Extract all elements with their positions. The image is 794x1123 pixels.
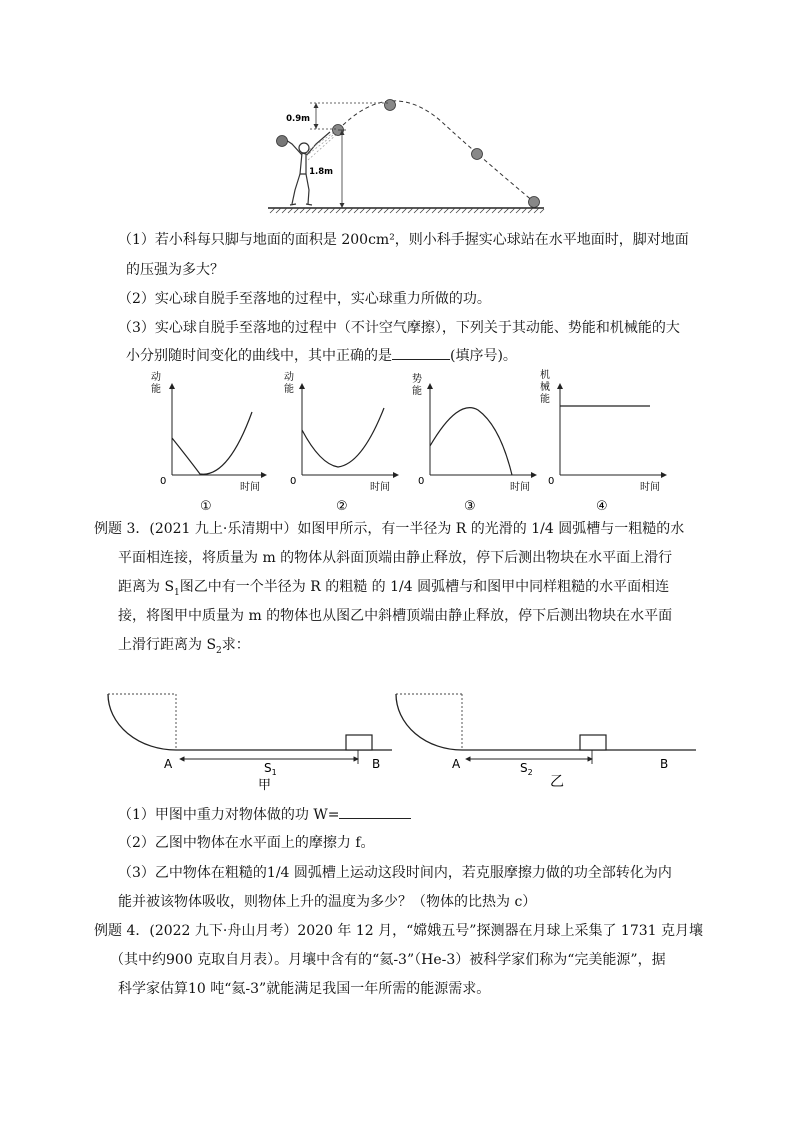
answer-blank-w[interactable] [339, 818, 411, 819]
graph-2-xlabel: 时间 [370, 482, 390, 493]
block-yi [580, 735, 606, 750]
caption-yi: 乙 [550, 774, 564, 790]
label-B-jia: B [372, 757, 381, 771]
ex4-line-2: （其中约900 克取自月表）。月壤中含有的“氦-3”（He-3）被科学家们称为“完美能源”，据 [110, 952, 666, 968]
graph-4 [540, 368, 666, 514]
graph-1-ylabel-a: 动 [151, 372, 161, 383]
ball-landing [529, 197, 540, 208]
label-S1-sub: 1 [271, 768, 277, 777]
q1-line-4: （3）实心球自脱手至落地的过程中（不计空气摩擦），下列关于其动能、势能和机械能的大 [118, 320, 680, 336]
block-jia [346, 735, 372, 750]
ex3-sub-1: 1 [174, 587, 180, 598]
label-B-yi: B [660, 757, 669, 771]
graph-2-origin: 0 [290, 476, 297, 487]
ex3-q1-text: （1）甲图中重力对物体做的功 W= [118, 807, 340, 823]
graph-3-ylabel-b: 能 [412, 386, 422, 397]
graph-1-number: ① [200, 499, 212, 514]
graph-2 [284, 370, 398, 514]
graph-3-curve [430, 408, 512, 475]
ex3-sub-2: 2 [216, 645, 222, 656]
graph-3-number: ③ [464, 499, 476, 514]
graph-1-curve [172, 412, 252, 474]
figure-yi [396, 694, 696, 790]
graph-2-ylabel-a: 动 [284, 372, 294, 383]
graph-1-ylabel-b: 能 [151, 384, 161, 395]
figure-jia [108, 694, 392, 793]
graph-2-number: ② [336, 499, 348, 514]
graph-2-ylabel-b: 能 [284, 384, 294, 395]
q1-line-5-text: 小分别随时间变化的曲线中，其中正确的是 [126, 348, 392, 364]
ex3-line-4: 接，将图甲中质量为 m 的物体也从图乙中斜槽顶端由静止释放，停下后测出物块在水平面 [118, 608, 673, 624]
answer-blank-q3[interactable] [392, 359, 450, 360]
label-S2 [520, 761, 533, 777]
label-A-yi: A [452, 757, 461, 771]
q1-line-5 [126, 347, 517, 365]
ex3-q2: （2）乙图中物体在水平面上的摩擦力 f。 [118, 835, 375, 851]
graphs-row [148, 368, 688, 516]
ex3-q3-line-2: 能并被该物体吸收，则物体上升的温度为多少？（物体的比热为 c） [118, 894, 537, 910]
graph-4-ylabel-b: 械 [540, 382, 550, 393]
graph-1 [151, 370, 266, 514]
ball-descending [472, 149, 483, 160]
ex3-line-2: 平面相连接，将质量为 m 的物体从斜面顶端由静止释放，停下后测出物块在水平面上滑行 [118, 550, 673, 566]
ex3-line-3 [118, 578, 669, 602]
ex3-line-5-b: 求： [221, 637, 250, 653]
q1-line-1: （1）若小科每只脚与地面的面积是 200cm²，则小科手握实心球站在水平地面时，脚对地面 [118, 232, 689, 248]
graph-1-xlabel: 时间 [240, 482, 260, 493]
label-1.8m: 1.8m [309, 167, 333, 177]
ex3-line-5-a: 上滑行距离为 S [118, 637, 217, 653]
graph-3-ylabel-a: 势 [412, 374, 422, 385]
graph-4-ylabel-c: 能 [540, 394, 550, 405]
graph-4-origin: 0 [548, 476, 555, 487]
graph-3-origin: 0 [418, 476, 425, 487]
ex3-line-3-a: 距离为 S [118, 579, 175, 595]
graph-3 [412, 372, 536, 514]
ex3-q3-line-1: （3）乙中物体在粗糙的1/4 圆弧槽上运动这段时间内，若克服摩擦力做的功全部转化为内 [118, 865, 672, 881]
graph-4-ylabel-a: 机 [540, 370, 550, 381]
label-S1 [264, 761, 277, 777]
label-0.9m: 0.9m [286, 114, 310, 124]
graph-4-xlabel: 时间 [640, 482, 660, 493]
caption-jia: 甲 [258, 778, 272, 793]
graph-2-curve [302, 408, 384, 467]
label-A-jia: A [164, 757, 173, 771]
graph-3-xlabel: 时间 [510, 482, 530, 493]
graph-1-origin: 0 [160, 476, 167, 487]
ball-in-hand [277, 136, 288, 147]
ex3-q1 [118, 806, 411, 824]
ex3-line-1: 例题 3．(2021 九上·乐清期中）如图甲所示，有一半径为 R 的光滑的 1/4 圆弧槽与一粗糙的水 [94, 521, 685, 537]
arc-track-figures [100, 686, 700, 796]
shot-put-figure [262, 92, 552, 217]
label-S2-sub: 2 [527, 768, 533, 777]
ex3-line-5 [118, 636, 250, 660]
q1-line-3: （2）实心球自脱手至落地的过程中，实心球重力所做的功。 [118, 291, 491, 307]
q1-line-5-suffix: (填序号)。 [450, 348, 517, 364]
q1-line-2: 的压强为多大？ [126, 262, 224, 278]
trajectory-curve [338, 101, 534, 202]
label-S1-s: S [264, 761, 272, 775]
graph-4-number: ④ [596, 499, 608, 514]
ex3-line-3-b: 图乙中有一个半径为 R 的粗糙 的 1/4 圆弧槽与和图甲中同样粗糙的水平面相连 [179, 579, 670, 595]
label-S2-s: S [520, 761, 528, 775]
ex4-line-1: 例题 4．(2022 九下·舟山月考）2020 年 12 月，“嫦娥五号”探测器在月球上采集了 1731 克月壤 [94, 923, 703, 939]
ball-top [385, 100, 396, 111]
ex4-line-3: 科学家估算10 吨“氦-3”就能满足我国一年所需的能源需求。 [118, 981, 491, 997]
